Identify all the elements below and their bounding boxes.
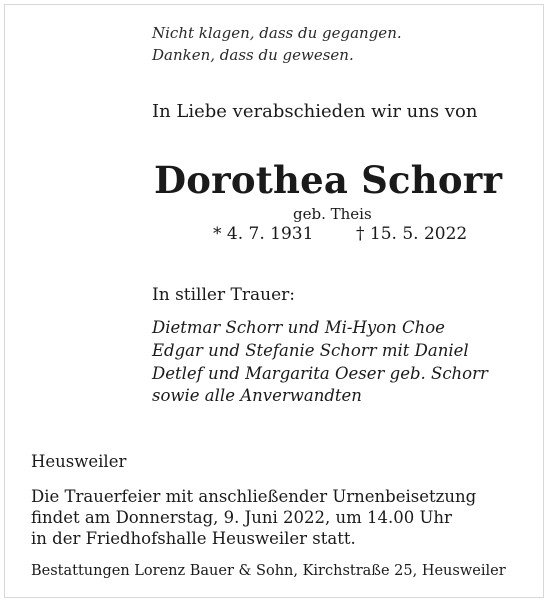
poem-line-1: Nicht klagen, dass du gegangen. [152, 24, 402, 42]
funeral-info-line: findet am Donnerstag, 9. Juni 2022, um 14.00 Uhr [31, 508, 452, 527]
mourner-line: Detlef und Margarita Oeser geb. Schorr [152, 364, 488, 383]
deceased-name: Dorothea Schorr [154, 158, 503, 202]
intro-text: In Liebe verabschieden wir uns von [152, 101, 478, 122]
birth-date: * 4. 7. 1931 [213, 224, 314, 244]
funeral-info-line: Die Trauerfeier mit anschließender Urnenbeisetzung [31, 487, 477, 506]
mourner-line: Dietmar Schorr und Mi-Hyon Choe [152, 318, 445, 337]
mourners-heading: In stiller Trauer: [152, 285, 295, 305]
mourner-line: sowie alle Anverwandten [152, 386, 362, 405]
death-date: † 15. 5. 2022 [356, 224, 468, 244]
undertaker-info: Bestattungen Lorenz Bauer & Sohn, Kirchstraße 25, Heusweiler [31, 563, 506, 579]
mourner-line: Edgar und Stefanie Schorr mit Daniel [152, 341, 469, 360]
poem-line-2: Danken, dass du gewesen. [152, 46, 354, 64]
place-name: Heusweiler [31, 452, 127, 471]
funeral-info-line: in der Friedhofshalle Heusweiler statt. [31, 529, 356, 548]
maiden-name: geb. Theis [293, 205, 372, 223]
